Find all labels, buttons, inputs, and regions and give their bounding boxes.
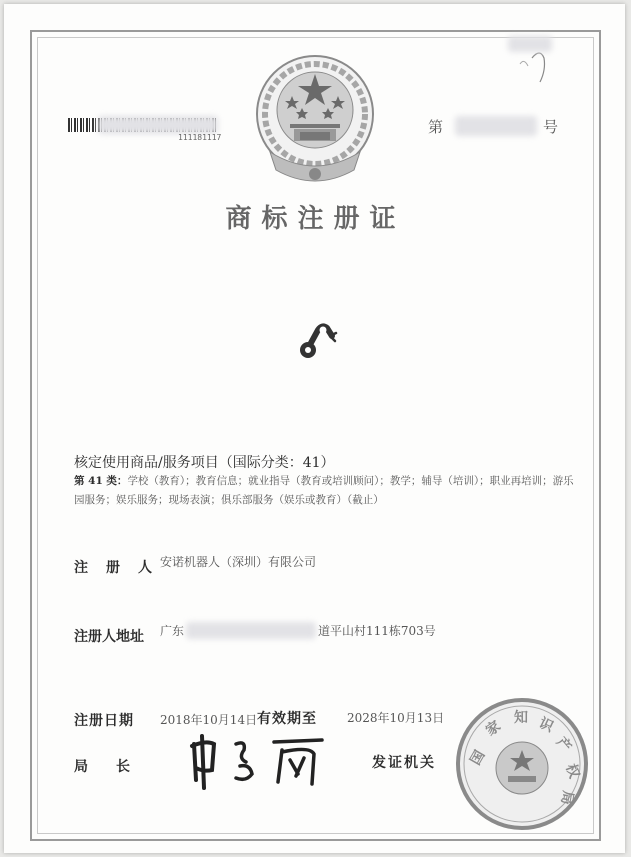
serial-number: 111181117 — [178, 133, 222, 142]
address-prefix: 广东 — [160, 624, 185, 638]
redacted-barcode — [98, 116, 218, 134]
svg-text:知: 知 — [514, 710, 528, 726]
director-label: 局 长 — [74, 759, 130, 775]
registrant-label: 注 册 人 — [74, 560, 154, 576]
svg-text:家: 家 — [483, 718, 504, 740]
valid-until-value: 2028年10月13日 — [347, 711, 445, 725]
svg-text:权: 权 — [562, 761, 583, 781]
class-lead: 第 41 类： — [74, 475, 128, 487]
registrant-value: 安诺机器人（深圳）有限公司 — [160, 555, 317, 569]
reg-number-suffix: 号 — [543, 118, 559, 136]
serial-block — [68, 118, 222, 142]
robot-arm-logo-icon — [296, 322, 340, 362]
goods-services-heading: 核定使用商品/服务项目（国际分类：41） — [74, 455, 335, 471]
svg-text:识: 识 — [536, 715, 556, 736]
national-emblem-icon — [250, 52, 380, 192]
redacted-reg-number — [455, 116, 537, 136]
address-label: 注册人地址 — [74, 629, 144, 645]
svg-text:国: 国 — [467, 747, 489, 768]
official-seal-icon — [452, 694, 592, 834]
certificate-title: 商标注册证 — [225, 204, 406, 234]
valid-until-label: 有效期至 — [257, 711, 317, 727]
redacted-address — [186, 622, 316, 639]
class-items: 学校（教育）；教育信息；就业指导（教育或培训顾问）；教学；辅导（培训）；职业再培训；游乐园服务；娱乐服务；现场表演；俱乐部服务（娱乐或教育）（截止） — [74, 475, 574, 506]
issuer-label: 发证机关 — [372, 755, 436, 771]
svg-text:产: 产 — [552, 734, 575, 756]
reg-date-label: 注册日期 — [74, 713, 134, 729]
reg-number-prefix: 第 — [428, 118, 444, 136]
class-41-items — [74, 472, 579, 510]
signature-icon — [186, 730, 346, 792]
svg-text:局: 局 — [557, 789, 576, 806]
address-suffix: 道平山村111栋703号 — [318, 624, 436, 638]
reg-date-value: 2018年10月14日 — [160, 713, 258, 727]
redacted-mark — [508, 36, 552, 52]
